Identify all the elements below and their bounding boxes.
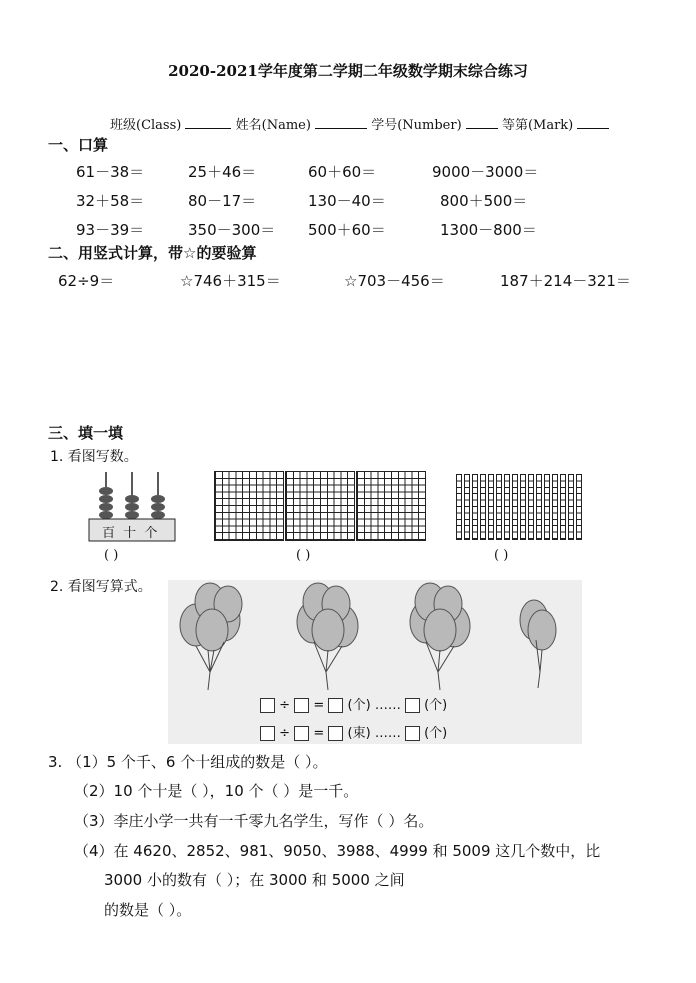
ten-strip — [544, 474, 550, 540]
equation-row-1: ÷ = (个) …… (个) — [260, 694, 447, 713]
q3-part4-line2: 3000 小的数有（ ）；在 3000 和 5000 之间 — [104, 871, 405, 889]
section3-title: 三、填一填 — [48, 424, 124, 442]
calc-item: 9000－3000＝ — [432, 163, 539, 181]
ten-strip — [464, 474, 470, 540]
balloon-picture — [168, 580, 582, 744]
mark-label: 等第(Mark) — [501, 118, 574, 133]
name-blank — [315, 116, 367, 129]
calc-item: 61－38＝ — [76, 163, 145, 181]
number-label: 学号(Number) — [371, 118, 462, 133]
ten-strip — [496, 474, 502, 540]
vertical-calc-item: 62÷9＝ — [58, 272, 115, 290]
vertical-calc-item: 187＋214－321＝ — [500, 272, 631, 290]
number-blank — [466, 116, 498, 129]
ten-strip — [456, 474, 462, 540]
ten-strip — [536, 474, 542, 540]
q3-part4-line1: （4）在 4620、2852、981、9050、3988、4999 和 5009 这几个数中，比 — [74, 842, 601, 860]
class-label: 班级(Class) — [110, 118, 182, 133]
answer-blank[interactable]: ( ) — [104, 548, 119, 563]
abacus-label-hundreds: 百 — [102, 526, 118, 541]
vertical-calc-item: ☆703－456＝ — [344, 272, 445, 290]
ten-strip — [472, 474, 478, 540]
ten-strip — [568, 474, 574, 540]
answer-box[interactable] — [328, 726, 343, 741]
vertical-calc-item: ☆746＋315＝ — [180, 272, 281, 290]
ten-strip — [520, 474, 526, 540]
page-title: 2020-2021学年度第二学期二年级数学期末综合练习 — [168, 62, 528, 80]
ten-strip — [528, 474, 534, 540]
hundred-grid — [356, 471, 426, 541]
q3-part3: （3）李庄小学一共有一千零九名学生，写作（ ）名。 — [74, 812, 434, 830]
calc-item: 800＋500＝ — [440, 192, 528, 210]
calc-item: 60＋60＝ — [308, 163, 377, 181]
calc-item: 25＋46＝ — [188, 163, 257, 181]
ten-strip — [512, 474, 518, 540]
answer-box[interactable] — [294, 698, 309, 713]
answer-box[interactable] — [260, 698, 275, 713]
q2-label: 2. 看图写算式。 — [50, 579, 152, 595]
answer-box[interactable] — [294, 726, 309, 741]
ten-strip — [480, 474, 486, 540]
calc-item: 130－40＝ — [308, 192, 386, 210]
hundred-grid — [214, 471, 284, 541]
equation-row-2: ÷ = (束) …… (个) — [260, 722, 447, 741]
class-blank — [185, 116, 231, 129]
section1-title: 一、口算 — [48, 136, 109, 154]
q3-part1: 3. （1）5 个千、6 个十组成的数是（ ）。 — [48, 753, 328, 771]
abacus-labels — [102, 522, 159, 541]
abacus-label-tens: 十 — [123, 526, 139, 541]
ten-strip — [488, 474, 494, 540]
calc-item: 1300－800＝ — [440, 221, 537, 239]
answer-box[interactable] — [260, 726, 275, 741]
answer-box[interactable] — [405, 726, 420, 741]
calc-item: 80－17＝ — [188, 192, 257, 210]
q1-label: 1. 看图写数。 — [50, 449, 138, 465]
hundred-grid — [285, 471, 355, 541]
calc-item: 93－39＝ — [76, 221, 145, 239]
answer-blank[interactable]: ( ) — [296, 548, 311, 563]
ten-strip — [576, 474, 582, 540]
abacus-label-ones: 个 — [144, 526, 160, 541]
ten-strip — [504, 474, 510, 540]
ten-strip — [552, 474, 558, 540]
answer-box[interactable] — [328, 698, 343, 713]
name-label: 姓名(Name) — [235, 118, 311, 133]
calc-item: 32＋58＝ — [76, 192, 145, 210]
section2-title: 二、用竖式计算，带☆的要验算 — [48, 244, 257, 262]
calc-item: 500＋60＝ — [308, 221, 386, 239]
student-info-line — [110, 114, 609, 133]
q3-part4-line3: 的数是（ ）。 — [104, 901, 192, 919]
calc-item: 350－300＝ — [188, 221, 276, 239]
ten-strip — [560, 474, 566, 540]
answer-box[interactable] — [405, 698, 420, 713]
balloons-illustration — [168, 580, 582, 744]
mark-blank — [577, 116, 609, 129]
answer-blank[interactable]: ( ) — [494, 548, 509, 563]
q3-part2: （2）10 个十是（ ），10 个（ ）是一千。 — [74, 782, 359, 800]
